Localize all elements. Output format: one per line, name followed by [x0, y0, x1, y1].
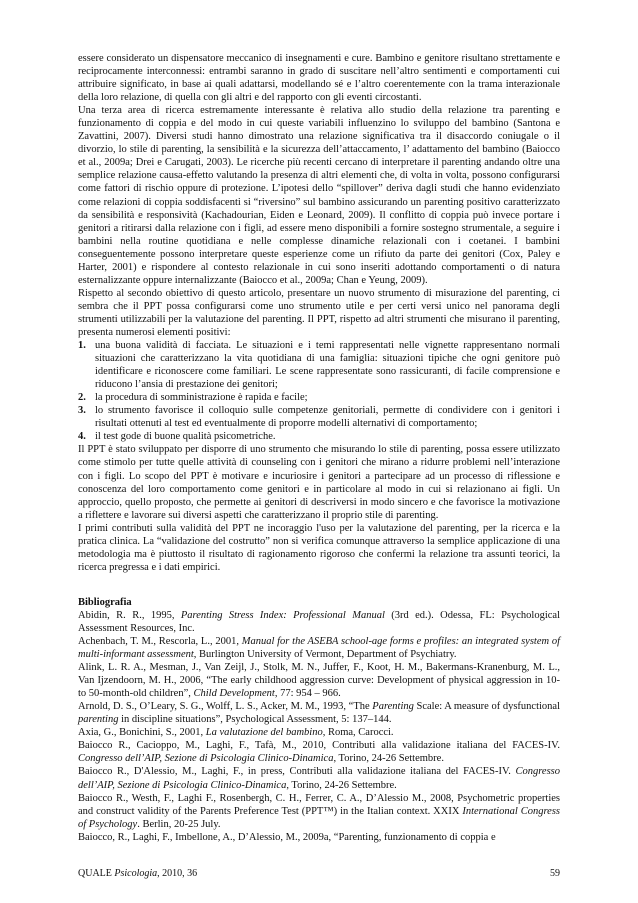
- page-number: 59: [550, 868, 560, 879]
- page-footer: [78, 868, 560, 879]
- journal-name: QUALE Psicologia, 2010, 36: [78, 868, 198, 879]
- bibliography-heading: Bibliografia: [78, 596, 132, 608]
- reference: Baiocco R., Cacioppo, M., Laghi, F., Tafà, M., 2010, Contributi alla validazione italiana del FACES-IV. Congresso dell’AIP, Sezione di Psicologia Clinico-Dinamica, Torino, 24-26 Settembre.: [78, 740, 560, 765]
- list-item: [78, 391, 560, 404]
- feature-list: [78, 339, 560, 443]
- list-number: 2.: [78, 392, 86, 404]
- list-item: [78, 339, 560, 391]
- list-item-text: una buona validità di facciata. Le situazioni e i temi rappresentati nelle vignette rappresentano normali situazioni che caratterizzano la vita quotidiana di una famiglia: situazioni tipiche che ogni genitore può identificare e riconoscere come familiari. Le scene rappresentate sono rassicuranti, di facile comprensione e riducono l’ansia di prestazione dei genitori;: [95, 340, 560, 391]
- paragraph: Rispetto al secondo obiettivo di questo articolo, presentare un nuovo strumento di misurazione del parenting, ci sembra che il PPT possa configurarsi come uno strumento utile e per certi versi unico nel panorama degli strumenti utilizzabili per la valutazione del parenting. Il PPT, rispetto ad altri strumenti che misurano il parenting, presenta numerosi elementi positivi:: [78, 287, 560, 338]
- bibliography-list: [78, 609, 560, 844]
- reference: Baiocco, R., Laghi, F., Imbellone, A., D’Alessio, M., 2009a, “Parenting, funzionamento di coppia e: [78, 831, 496, 843]
- section-gap: [78, 574, 560, 596]
- reference: Achenbach, T. M., Rescorla, L., 2001, Manual for the ASEBA school-age forms e profiles: an integrated system of multi-informant assessment, Burlington University of Vermont, Department of Psychiatry.: [78, 636, 561, 661]
- reference: Abidin, R. R., 1995, Parenting Stress Index: Professional Manual (3rd ed.). Odessa, FL: Psychological Assessment Resources, Inc.: [78, 609, 560, 634]
- list-number: 3.: [78, 405, 86, 417]
- page-body: [78, 52, 560, 844]
- reference: Axia, G., Bonichini, S., 2001, La valutazione del bambino, Roma, Carocci.: [78, 727, 394, 739]
- list-item-text: lo strumento favorisce il colloquio sulle competenze genitoriali, permette di condividere con i genitori i risultati ottenuti al test ed eventualmente di proporre modelli alternativi di comportamento;: [95, 405, 560, 430]
- reference: Baiocco R., Westh, F., Laghi F., Rosenbergh, C. H., Ferrer, C. A., D’Alessio M., 2008, Psychometric properties and construct validity of the Parents Preference Test (PPT™) in the Italian context. XXIX International Congress of Psychology. Berlin, 20-25 July.: [78, 792, 560, 830]
- list-number: 4.: [78, 431, 86, 443]
- list-item-text: il test gode di buone qualità psicometriche.: [95, 431, 276, 443]
- paragraph: I primi contributi sulla validità del PPT ne incoraggio l'uso per la valutazione del parenting, per la ricerca e la pratica clinica. La “validazione del costrutto” non si verifica comunque attraverso la semplice applicazione di una metodologia ma è piuttosto il risultato di ragionamento rigoroso che confermi la relazione tra assunti teorici, la ricerca pregressa e i dati empirici.: [78, 522, 560, 573]
- reference: Baiocco R., D'Alessio, M., Laghi, F., in press, Contributi alla validazione italiana del FACES-IV. Congresso dell’AIP, Sezione di Psicologia Clinico-Dinamica, Torino, 24-26 Settembre.: [78, 766, 560, 791]
- list-item: [78, 404, 560, 430]
- paragraph: Il PPT è stato sviluppato per disporre di uno strumento che misurando lo stile di parenting, possa essere utilizzato come stimolo per tutte quelle attività di counseling con i genitori che mirano a ridurre problemi nell’interazione con i figli. Lo scopo del PPT è motivare e incuriosire i genitori a partecipare ad un processo di riflessione e conoscenza del loro comportamento come genitori e in particolare al modo in cui si relazionano ai figli. Un approccio, quello proposto, che permette ai genitori di descriversi in modo sincero e che favorisce la motivazione a riflettere e lavorare sui diversi aspetti che caratterizzano il proprio stile di parenting.: [78, 444, 560, 521]
- list-item: [78, 430, 560, 443]
- paragraph: essere considerato un dispensatore meccanico di insegnamenti e cure. Bambino e genitore risultano strettamente e reciprocamente interconnessi: entrambi saranno in grado di suscitare nell’altro sentimenti e comportamenti cui attribuire significato, in base ai quali adattarsi, modellando sé e l’altro coerentemente con la trama interazionale della loro relazione, di quella con gli altri e del rapporto con gli eventi circostanti.: [78, 53, 560, 104]
- reference: Alink, L. R. A., Mesman, J., Van Zeijl, J., Stolk, M. N., Juffer, F., Koot, H. M., Bakermans-Kranenburg, M. L., Van Ijzendoorn, M. H., 2006, “The early childhood aggression curve: Development of physical aggression in 10- to 50-month-old children”, Child Development, 77: 954 – 966.: [78, 662, 560, 700]
- list-item-text: la procedura di somministrazione è rapida e facile;: [95, 392, 308, 404]
- paragraph: Una terza area di ricerca estremamente interessante è relativa allo studio della relazione tra parenting e funzionamento di coppia e del modo in cui queste variabili influenzino lo sviluppo del bambino (Santona e Zavattini, 2007). Diversi studi hanno dimostrato una relazione significativa tra il disaccordo coniugale o il divorzio, lo stile di parenting, la sensibilità e la sicurezza dell’attaccamento, l’ adattamento del bambino (Baiocco et al., 2009a; Drei e Carugati, 2003). Le ricerche più recenti cercano di interpretare il parenting andando oltre una semplice relazione causa-effetto valutando la presenza di altri elementi che, di volta in volta, possono configurarsi come fattori di rischio oppure di protezione. L’ipotesi dello “spillover” deriva dagli studi che hanno evidenziato come relazioni di coppia soddisfacenti si “riversino” sul bambino assicurando un parenting positivo caratterizzato da sensibilità e responsività (Kachadourian, Eiden e Leonard, 2009). Il conflitto di coppia può invece portare i genitori a ritirarsi dalla relazione con i figli, ad essere meno disponibili a fornire sostegno strumentale, a seguire i bambini nella routine quotidiana e nelle complesse dinamiche relazionali con i coetanei. I bambini conseguentemente possono interpretare queste esperienze come un rifiuto da parte dei genitori (Cox, Paley e Harter, 2001) e rispondere al contesto relazionale in cui sono inseriti adottando comportamenti o di natura esternalizzante oppure internalizzante (Baiocco et al., 2009a; Chan e Yeung, 2009).: [78, 105, 560, 286]
- list-number: 1.: [78, 340, 86, 352]
- reference: Arnold, D. S., O’Leary, S. G., Wolff, L. S., Acker, M. M., 1993, “The Parenting Scale: A measure of dysfunctional parenting in discipline situations”, Psychological Assessment, 5: 137–144.: [78, 701, 560, 726]
